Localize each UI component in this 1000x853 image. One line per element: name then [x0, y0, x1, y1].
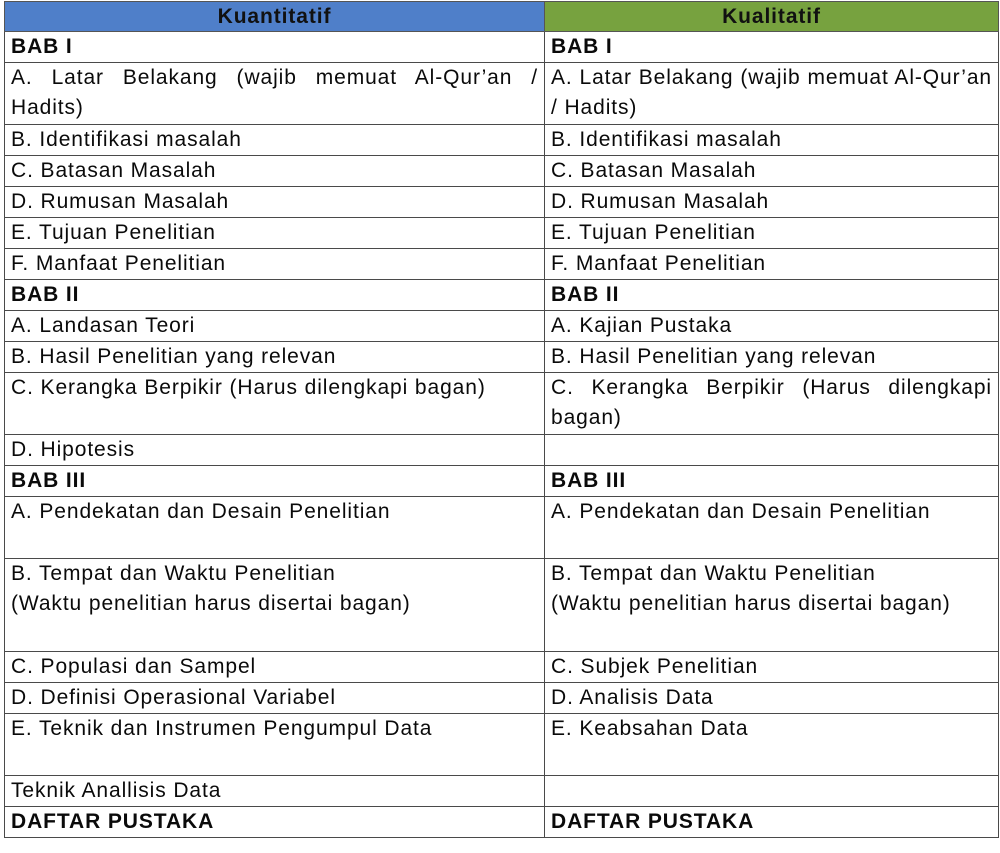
table-cell: C. Populasi dan Sampel — [5, 652, 545, 683]
bab-heading: BAB I — [545, 32, 999, 63]
bab-heading: BAB III — [5, 466, 545, 497]
header-kuantitatif: Kuantitatif — [5, 2, 545, 32]
table-row — [5, 218, 999, 249]
table-cell: A. Latar Belakang (wajib memuat Al-Qur’an / Hadits) — [545, 63, 999, 125]
table-cell: A. Latar Belakang (wajib memuat Al-Qur’an / Hadits) — [5, 63, 545, 125]
table-row — [5, 435, 999, 466]
cell-line: (Waktu penelitian harus disertai bagan) — [11, 592, 411, 615]
table-cell: A. Landasan Teori — [5, 311, 545, 342]
bab-heading: BAB III — [545, 466, 999, 497]
bab-heading: BAB II — [545, 280, 999, 311]
bab-heading: DAFTAR PUSTAKA — [545, 807, 999, 838]
table-cell: D. Definisi Operasional Variabel — [5, 683, 545, 714]
table-cell: B. Identifikasi masalah — [5, 125, 545, 156]
table-row — [5, 652, 999, 683]
table-cell: D. Rumusan Masalah — [5, 187, 545, 218]
table-row — [5, 249, 999, 280]
table-row — [5, 156, 999, 187]
table-row — [5, 683, 999, 714]
table-cell: F. Manfaat Penelitian — [545, 249, 999, 280]
table-cell — [545, 559, 999, 652]
table-cell: A. Pendekatan dan Desain Penelitian — [5, 497, 545, 559]
table-cell: D. Analisis Data — [545, 683, 999, 714]
table-row — [5, 32, 999, 63]
table-cell: F. Manfaat Penelitian — [5, 249, 545, 280]
table-cell: Teknik Anallisis Data — [5, 776, 545, 807]
comparison-table — [4, 1, 999, 838]
table-cell: E. Tujuan Penelitian — [545, 218, 999, 249]
bab-heading: DAFTAR PUSTAKA — [5, 807, 545, 838]
table-cell: D. Hipotesis — [5, 435, 545, 466]
table-row — [5, 63, 999, 125]
table-row — [5, 125, 999, 156]
table-cell — [545, 776, 999, 807]
table-cell: A. Kajian Pustaka — [545, 311, 999, 342]
table-row — [5, 714, 999, 776]
table-row — [5, 559, 999, 652]
table-cell: C. Batasan Masalah — [5, 156, 545, 187]
table-row — [5, 311, 999, 342]
table-row — [5, 373, 999, 435]
header-kualitatif: Kualitatif — [545, 2, 999, 32]
header-row — [5, 2, 999, 32]
table-cell: A. Pendekatan dan Desain Penelitian — [545, 497, 999, 559]
table-cell: E. Tujuan Penelitian — [5, 218, 545, 249]
cell-line: B. Tempat dan Waktu Penelitian — [11, 562, 336, 585]
table-row — [5, 807, 999, 838]
table-cell: E. Teknik dan Instrumen Pengumpul Data — [5, 714, 545, 776]
bab-heading: BAB I — [5, 32, 545, 63]
cell-line: (Waktu penelitian harus disertai bagan) — [551, 592, 951, 615]
table-row — [5, 497, 999, 559]
table-cell: C. Subjek Penelitian — [545, 652, 999, 683]
bab-heading: BAB II — [5, 280, 545, 311]
cell-line: B. Tempat dan Waktu Penelitian — [551, 562, 876, 585]
table-row — [5, 342, 999, 373]
table-cell: D. Rumusan Masalah — [545, 187, 999, 218]
table-cell — [545, 435, 999, 466]
table-row — [5, 187, 999, 218]
table-cell: B. Identifikasi masalah — [545, 125, 999, 156]
table-cell: B. Hasil Penelitian yang relevan — [545, 342, 999, 373]
table-cell — [5, 559, 545, 652]
table-cell: C. Kerangka Berpikir (Harus dilengkapi bagan) — [5, 373, 545, 435]
table-row — [5, 466, 999, 497]
table-cell: C. Kerangka Berpikir (Harus dilengkapi bagan) — [545, 373, 999, 435]
table-cell: B. Hasil Penelitian yang relevan — [5, 342, 545, 373]
table-cell: E. Keabsahan Data — [545, 714, 999, 776]
table-row — [5, 280, 999, 311]
table-row — [5, 776, 999, 807]
table-cell: C. Batasan Masalah — [545, 156, 999, 187]
